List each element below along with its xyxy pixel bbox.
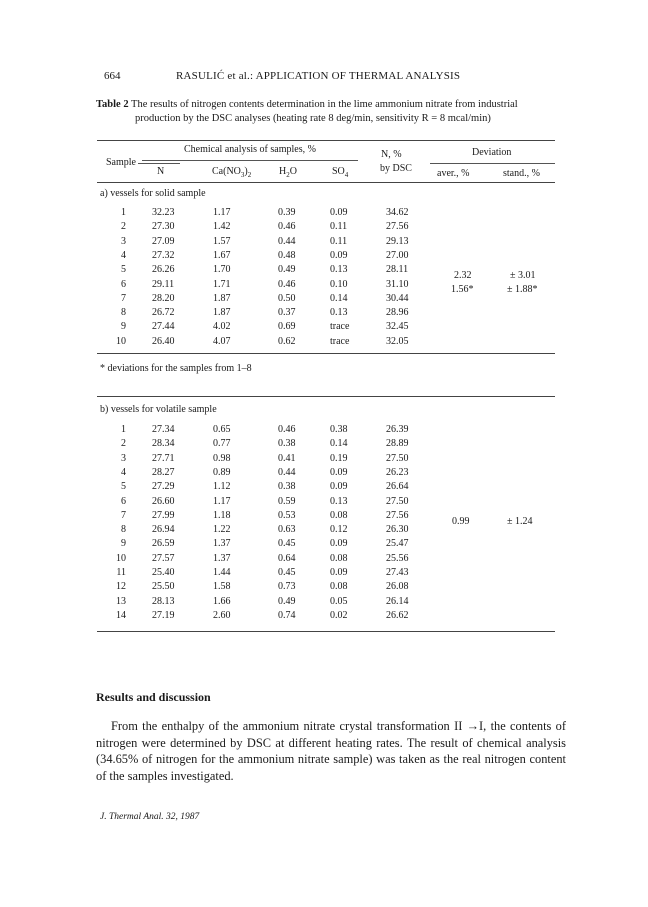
table-cell: 7 <box>121 292 126 304</box>
table-cell: 1.17 <box>213 207 231 218</box>
page-number: 664 <box>104 70 121 82</box>
section-b-label: b) vessels for volatile sample <box>100 404 217 415</box>
table-cell: 1.67 <box>213 249 231 261</box>
table-cell: 25.47 <box>386 538 409 550</box>
table-cell: 1.37 <box>213 552 231 564</box>
header-n: N <box>157 166 165 177</box>
section-b-aver: 0.99 <box>452 516 470 527</box>
table-cell: 0.48 <box>278 249 296 261</box>
journal-footer: J. Thermal Anal. 32, 1987 <box>100 812 200 822</box>
table-cell: 30.44 <box>386 292 409 304</box>
table-cell: 1.37 <box>213 538 231 550</box>
table-cell: 0.12 <box>330 524 348 536</box>
table-cell: 0.09 <box>330 466 348 478</box>
table-cell: 32.05 <box>386 335 409 347</box>
table-cell: 26.14 <box>386 595 409 607</box>
header-n-percent: N, % <box>381 149 402 160</box>
header-chemical-rule <box>142 160 358 161</box>
table-cell: 26.94 <box>152 524 175 536</box>
table-caption-line1: The results of nitrogen contents determination in the lime ammonium nitrate from industrial <box>128 99 518 110</box>
table-cell: 8 <box>121 307 126 319</box>
table-cell: 0.38 <box>278 438 296 450</box>
table-cell: trace <box>330 335 350 347</box>
table-cell: 9 <box>121 538 126 550</box>
table-cell: 0.14 <box>330 292 348 304</box>
table-cell: 0.09 <box>330 567 348 578</box>
table-cell: 0.13 <box>330 264 348 276</box>
table-cell: 0.77 <box>213 438 231 450</box>
table-cell: 0.13 <box>330 307 348 319</box>
header-sample-rule <box>138 163 180 164</box>
table-cell: 27.50 <box>386 495 409 507</box>
table-cell: 0.62 <box>278 335 296 347</box>
table-cell: 0.45 <box>278 567 296 578</box>
table-cell: 4.07 <box>213 335 231 347</box>
table-cell: 0.08 <box>330 509 348 521</box>
table-cell: 2 <box>121 438 126 450</box>
table-cell: 2.60 <box>213 609 231 621</box>
header-deviation: Deviation <box>472 147 512 158</box>
table-cell: 1.87 <box>213 292 231 304</box>
table-cell: 0.13 <box>330 495 348 507</box>
table-cell: 0.09 <box>330 207 348 218</box>
table-cell: 1.18 <box>213 509 231 521</box>
table-bottom-rule <box>97 631 555 632</box>
table-cell: 1.44 <box>213 567 231 578</box>
table-cell: 29.11 <box>152 278 175 290</box>
header-cano3: $Ca(NO_3)_2$ <box>212 166 252 179</box>
table-cell: 0.37 <box>278 307 296 319</box>
table-cell: 0.38 <box>330 424 348 435</box>
section-a-stand-2: ± 1.88* <box>507 284 538 295</box>
header-aver: aver., % <box>437 168 470 179</box>
results-title: Results and discussion <box>96 690 211 704</box>
results-paragraph: From the enthalpy of the ammonium nitrate crystal transformation II →I, the contents of nitrogen were determined by DSC at different heating rates. The result of chemical analysis (34.65% of nitrogen for the ammonium nitrate sample) was taken as the real nitrogen content of the samples investigated. <box>96 719 566 783</box>
table-cell: 5 <box>121 481 126 493</box>
section-a-aver-1: 2.32 <box>454 270 472 281</box>
table-cell: 28.11 <box>386 264 409 276</box>
table-cell: 26.40 <box>152 335 175 347</box>
table-cell: 0.09 <box>330 249 348 261</box>
table-cell: 0.11 <box>330 235 348 247</box>
table-cell: 26.60 <box>152 495 175 507</box>
table-cell: 13 <box>116 595 126 607</box>
table-cell: 1.22 <box>213 524 231 536</box>
section-b-stand: ± 1.24 <box>507 516 533 527</box>
table-cell: 2 <box>121 221 126 233</box>
table-cell: 26.23 <box>386 466 409 478</box>
table-cell: 0.08 <box>330 552 348 564</box>
table-top-rule <box>97 140 555 141</box>
table-cell: 0.19 <box>330 452 348 464</box>
section-b-top-rule <box>97 396 555 397</box>
table-cell: 27.09 <box>152 235 175 247</box>
table-cell: 14 <box>116 609 126 621</box>
table-cell: 6 <box>121 278 126 290</box>
table-cell: 31.10 <box>386 278 409 290</box>
table-cell: 9 <box>121 321 126 333</box>
table-cell: 1.42 <box>213 221 231 233</box>
table-cell: 27.00 <box>386 249 409 261</box>
table-cell: 0.98 <box>213 452 231 464</box>
table-cell: 26.26 <box>152 264 175 276</box>
table-cell: 28.20 <box>152 292 175 304</box>
table-cell: 1.71 <box>213 278 231 290</box>
table-cell: 12 <box>116 581 126 593</box>
table-cell: 26.08 <box>386 581 409 593</box>
table-cell: 0.09 <box>330 481 348 493</box>
table-cell: 27.44 <box>152 321 175 333</box>
table-cell: 7 <box>121 509 126 521</box>
table-cell: 0.14 <box>330 438 348 450</box>
table-caption <box>96 98 566 126</box>
table-cell: 32.23 <box>152 207 175 218</box>
table-cell: 26.30 <box>386 524 409 536</box>
table-cell: 28.13 <box>152 595 175 607</box>
table-cell: 8 <box>121 524 126 536</box>
table-cell: 0.09 <box>330 538 348 550</box>
table-cell: 27.57 <box>152 552 175 564</box>
table-cell: 0.46 <box>278 424 296 435</box>
table-cell: 27.32 <box>152 249 175 261</box>
table-cell: 32.45 <box>386 321 409 333</box>
table-cell: 0.02 <box>330 609 348 621</box>
table-cell: 0.39 <box>278 207 296 218</box>
table-cell: 1.12 <box>213 481 231 493</box>
table-cell: 1.87 <box>213 307 231 319</box>
header-stand: stand., % <box>503 168 540 179</box>
table-cell: 28.96 <box>386 307 409 319</box>
table-cell: 10 <box>116 552 126 564</box>
table-cell: 4.02 <box>213 321 231 333</box>
table-cell: 0.89 <box>213 466 231 478</box>
table-cell: 1.57 <box>213 235 231 247</box>
header-chemical-analysis: Chemical analysis of samples, % <box>184 144 316 155</box>
table-cell: 26.59 <box>152 538 175 550</box>
table-cell: 28.34 <box>152 438 175 450</box>
table-cell: 0.73 <box>278 581 296 593</box>
table-cell: 0.46 <box>278 221 296 233</box>
table-cell: 27.30 <box>152 221 175 233</box>
table-cell: 26.72 <box>152 307 175 319</box>
table-caption-line2: production by the DSC analyses (heating rate 8 deg/min, sensitivity R = 8 mcal/min) <box>135 113 491 124</box>
table-cell: 0.44 <box>278 235 296 247</box>
table-cell: 28.27 <box>152 466 175 478</box>
table-cell: 0.50 <box>278 292 296 304</box>
table-cell: 34.62 <box>386 207 409 218</box>
table-cell: 0.41 <box>278 452 296 464</box>
table-cell: 25.40 <box>152 567 175 578</box>
table-cell: 0.59 <box>278 495 296 507</box>
table-cell: 29.13 <box>386 235 409 247</box>
table-cell: 0.63 <box>278 524 296 536</box>
table-cell: 0.08 <box>330 581 348 593</box>
table-cell: 27.19 <box>152 609 175 621</box>
table-cell: 0.49 <box>278 264 296 276</box>
section-a-label: a) vessels for solid sample <box>100 188 206 199</box>
table-cell: 0.53 <box>278 509 296 521</box>
running-head: RASULIĆ et al.: APPLICATION OF THERMAL ANALYSIS <box>176 70 461 82</box>
table-cell: 4 <box>121 466 126 478</box>
table-cell: 1.58 <box>213 581 231 593</box>
table-cell: 25.56 <box>386 552 409 564</box>
table-cell: 0.65 <box>213 424 231 435</box>
table-cell: 1 <box>121 207 126 218</box>
table-cell: 26.64 <box>386 481 409 493</box>
table-cell: 27.34 <box>152 424 175 435</box>
table-cell: 1 <box>121 424 126 435</box>
table-cell: 0.64 <box>278 552 296 564</box>
table-cell: 27.43 <box>386 567 409 578</box>
section-a-bottom-rule <box>97 353 555 354</box>
table-cell: 6 <box>121 495 126 507</box>
table-cell: 0.11 <box>330 221 348 233</box>
table-cell: 0.10 <box>330 278 348 290</box>
table-cell: 0.38 <box>278 481 296 493</box>
table-cell: 0.49 <box>278 595 296 607</box>
table-cell: 4 <box>121 249 126 261</box>
table-cell: trace <box>330 321 350 333</box>
table-cell: 3 <box>121 235 126 247</box>
header-h2o: $H_2O$ <box>279 166 297 179</box>
table-cell: 0.05 <box>330 595 348 607</box>
header-sample: Sample <box>106 157 136 168</box>
table-cell: 25.50 <box>152 581 175 593</box>
table-caption-label: Table 2 <box>96 99 129 110</box>
table-cell: 1.70 <box>213 264 231 276</box>
section-a-aver-2: 1.56* <box>451 284 474 295</box>
table-cell: 27.29 <box>152 481 175 493</box>
table-cell: 3 <box>121 452 126 464</box>
section-a-footnote: * deviations for the samples from 1–8 <box>100 363 252 374</box>
table-cell: 0.46 <box>278 278 296 290</box>
table-cell: 0.69 <box>278 321 296 333</box>
table-cell: 27.56 <box>386 221 409 233</box>
table-cell: 1.66 <box>213 595 231 607</box>
table-cell: 0.45 <box>278 538 296 550</box>
table-cell: 1.17 <box>213 495 231 507</box>
header-so4: $SO_4$ <box>332 166 349 179</box>
table-cell: 0.44 <box>278 466 296 478</box>
table-cell: 11 <box>116 567 126 578</box>
table-cell: 26.39 <box>386 424 409 435</box>
table-cell: 27.56 <box>386 509 409 521</box>
header-deviation-rule <box>430 163 555 164</box>
table-cell: 27.50 <box>386 452 409 464</box>
header-bottom-rule <box>97 182 555 183</box>
section-a-stand-1: ± 3.01 <box>510 270 536 281</box>
table-cell: 10 <box>116 335 126 347</box>
table-cell: 27.71 <box>152 452 175 464</box>
table-cell: 0.74 <box>278 609 296 621</box>
table-cell: 5 <box>121 264 126 276</box>
table-cell: 28.89 <box>386 438 409 450</box>
header-by-dsc: by DSC <box>380 163 412 174</box>
table-cell: 26.62 <box>386 609 409 621</box>
table-cell: 27.99 <box>152 509 175 521</box>
